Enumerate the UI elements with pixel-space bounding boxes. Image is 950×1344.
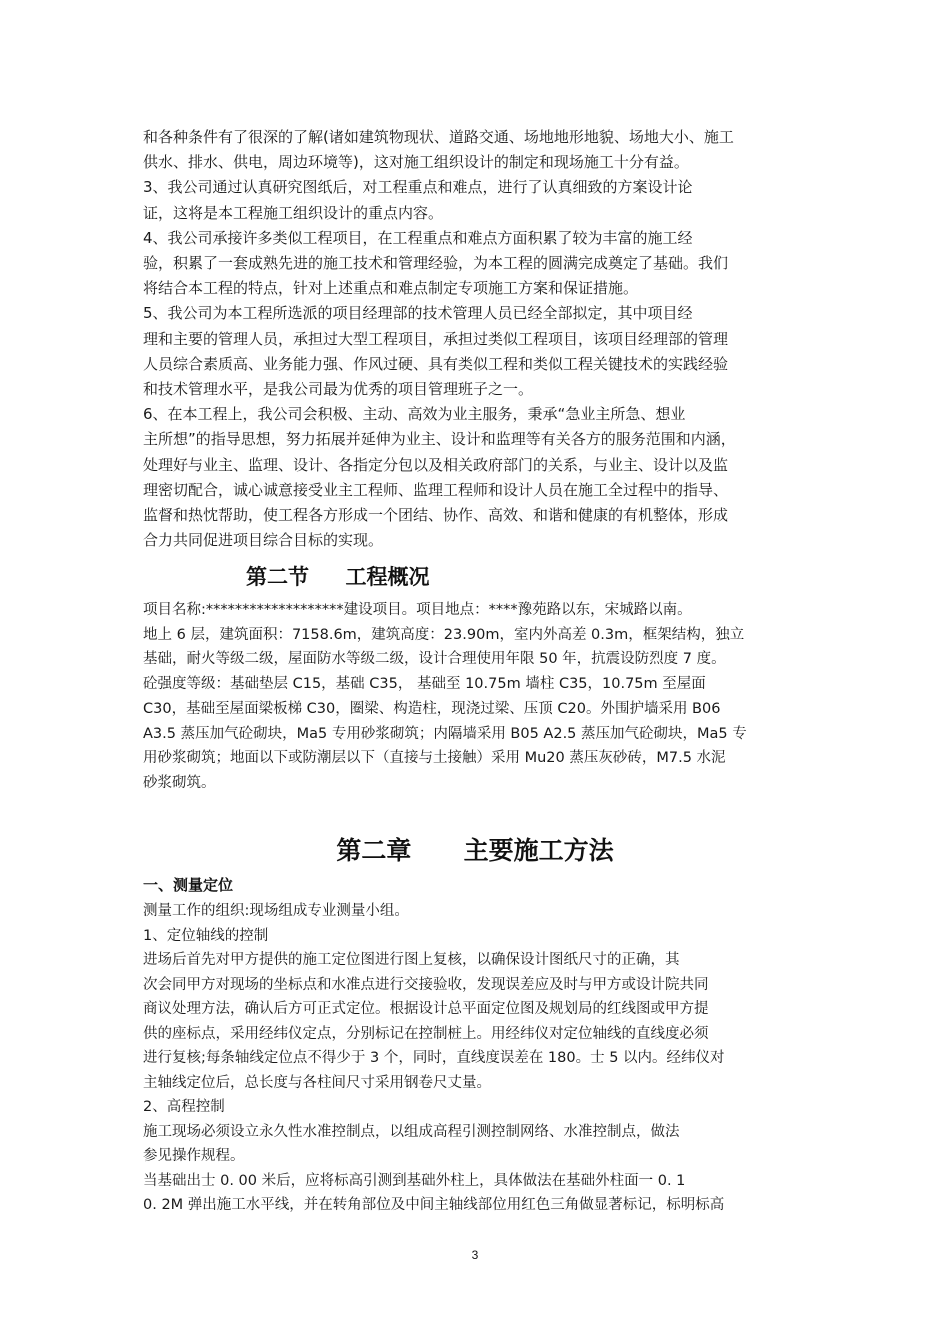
text-line: 4、我公司承接许多类似工程项目，在工程重点和难点方面积累了较为丰富的施工经 xyxy=(143,228,693,247)
text-line: 商议处理方法，确认后方可正式定位。根据设计总平面定位图及规划局的红线图或甲方提 xyxy=(143,1001,709,1017)
text-line: 处理好与业主、监理、设计、各指定分包以及相关政府部门的关系，与业主、设计以及监 xyxy=(143,455,729,474)
text-line: 基础，耐火等级二级，屋面防水等级二级，设计合理使用年限 50 年，抗震设防烈度 7 度。 xyxy=(143,651,726,668)
text-line: 进场后首先对甲方提供的施工定位图进行图上复核，以确保设计图纸尺寸的正确，其 xyxy=(143,952,680,968)
text-line: 当基础出士 0. 00 米后，应将标高引测到基础外柱上，具体做法在基础外柱面一 0. 1 xyxy=(143,1172,686,1189)
text-line: 理密切配合，诚心诚意接受业主工程师、监理工程师和设计人员在施工全过程中的指导、 xyxy=(143,480,729,499)
text-line: 用砂浆砌筑；地面以下或防潮层以下（直接与土接触）采用 Mu20 蒸压灰砂砖，M7.5 水泥 xyxy=(143,750,726,767)
text-line: 和技术管理水平，是我公司最为优秀的项目管理班子之一。 xyxy=(143,380,534,398)
text-line: 证，这将是本工程施工组织设计的重点内容。 xyxy=(143,203,444,222)
text-line: 人员综合素质高、业务能力强、作风过硬、具有类似工程和类似工程关键技术的实践经验 xyxy=(143,354,729,373)
text-line: 0. 2M 弹出施工水平线，并在转角部位及中间主轴线部位用红色三角做显著标记，标明标高 xyxy=(143,1197,725,1213)
text-line: 供水、排水、供电，周边环境等)，这对施工组织设计的制定和现场施工十分有益。 xyxy=(143,153,689,172)
text-line: 6、在本工程上，我公司会积极、主动、高效为业主服务，秉承“急业主所急、想业 xyxy=(143,405,686,424)
text-line: 砼强度等级：基础垫层 C15，基础 C35， 基础至 10.75m 墙柱 C35，10.75m 至屋面 xyxy=(143,676,706,693)
text-line: 施工现场必须设立永久性水准控制点，以组成高程引测控制网络、水准控制点，做法 xyxy=(143,1123,680,1140)
subheading-survey: 一、测量定位 xyxy=(143,876,234,894)
text-line: 进行复核;每条轴线定位点不得少于 3 个，同时，直线度误差在 180。士 5 以内。经纬仪对 xyxy=(143,1050,725,1066)
text-line: 合力共同促进项目综合目标的实现。 xyxy=(143,531,384,550)
text-line: 主所想”的指导思想，努力拓展并延伸为业主、设计和监理等有关各方的服务范围和内涵， xyxy=(143,430,736,449)
text-line: 供的座标点，采用经纬仪定点，分别标记在控制桩上。用经纬仪对定位轴线的直线度必须 xyxy=(143,1025,709,1042)
text-line: 和各种条件有了很深的了解(诸如建筑物现状、道路交通、场地地形地貌、场地大小、施工 xyxy=(143,128,734,146)
chapter-heading: 第二章 主要施工方法 xyxy=(336,836,614,865)
text-line: 监督和热忱帮助，使工程各方形成一个团结、协作、高效、和谐和健康的有机整体，形成 xyxy=(143,506,729,524)
text-line: 次会同甲方对现场的坐标点和水准点进行交接验收，发现误差应及时与甲方或设计院共同 xyxy=(143,976,709,993)
text-line: 主轴线定位后，总长度与各柱间尺寸采用钢卷尺丈量。 xyxy=(143,1074,491,1091)
text-line: 地上 6 层，建筑面积：7158.6m，建筑高度：23.90m，室内外高差 0.3m，框架结构，独立 xyxy=(143,626,745,643)
text-line: 验，积累了一套成熟先进的施工技术和管理经验，为本工程的圆满完成奠定了基础。我们 xyxy=(143,254,729,272)
text-line: 1、定位轴线的控制 xyxy=(143,927,269,944)
text-line: 测量工作的组织:现场组成专业测量小组。 xyxy=(143,903,409,919)
text-line: 理和主要的管理人员，承担过大型工程项目，承担过类似工程项目，该项目经理部的管理 xyxy=(143,329,729,348)
text-line: 3、我公司通过认真研究图纸后，对工程重点和难点，进行了认真细致的方案设计论 xyxy=(143,178,693,197)
page-number: 3 xyxy=(471,1248,479,1262)
text-line: 砂浆砌筑。 xyxy=(143,774,216,791)
text-line: 5、我公司为本工程所选派的项目经理部的技术管理人员已经全部拟定，其中项目经 xyxy=(143,304,693,323)
text-line: 将结合本工程的特点，针对上述重点和难点制定专项施工方案和保证措施。 xyxy=(143,279,639,298)
text-line: C30，基础至屋面梁板梯 C30，圈梁、构造柱，现浇过梁、压顶 C20。外围护墙采用 B06 xyxy=(143,700,721,717)
text-line: A3.5 蒸压加气砼砌块，Ma5 专用砂浆砌筑；内隔墙采用 B05 A2.5 蒸压加气砼砌块，Ma5 专 xyxy=(143,725,747,742)
section-heading: 第二节 工程概况 xyxy=(246,564,430,589)
text-line: 项目名称:*******************建设项目。项目地点：****豫苑路以东，宋城路以南。 xyxy=(143,602,692,618)
text-line: 参见操作规程。 xyxy=(143,1148,245,1164)
text-line: 2、高程控制 xyxy=(143,1099,225,1115)
